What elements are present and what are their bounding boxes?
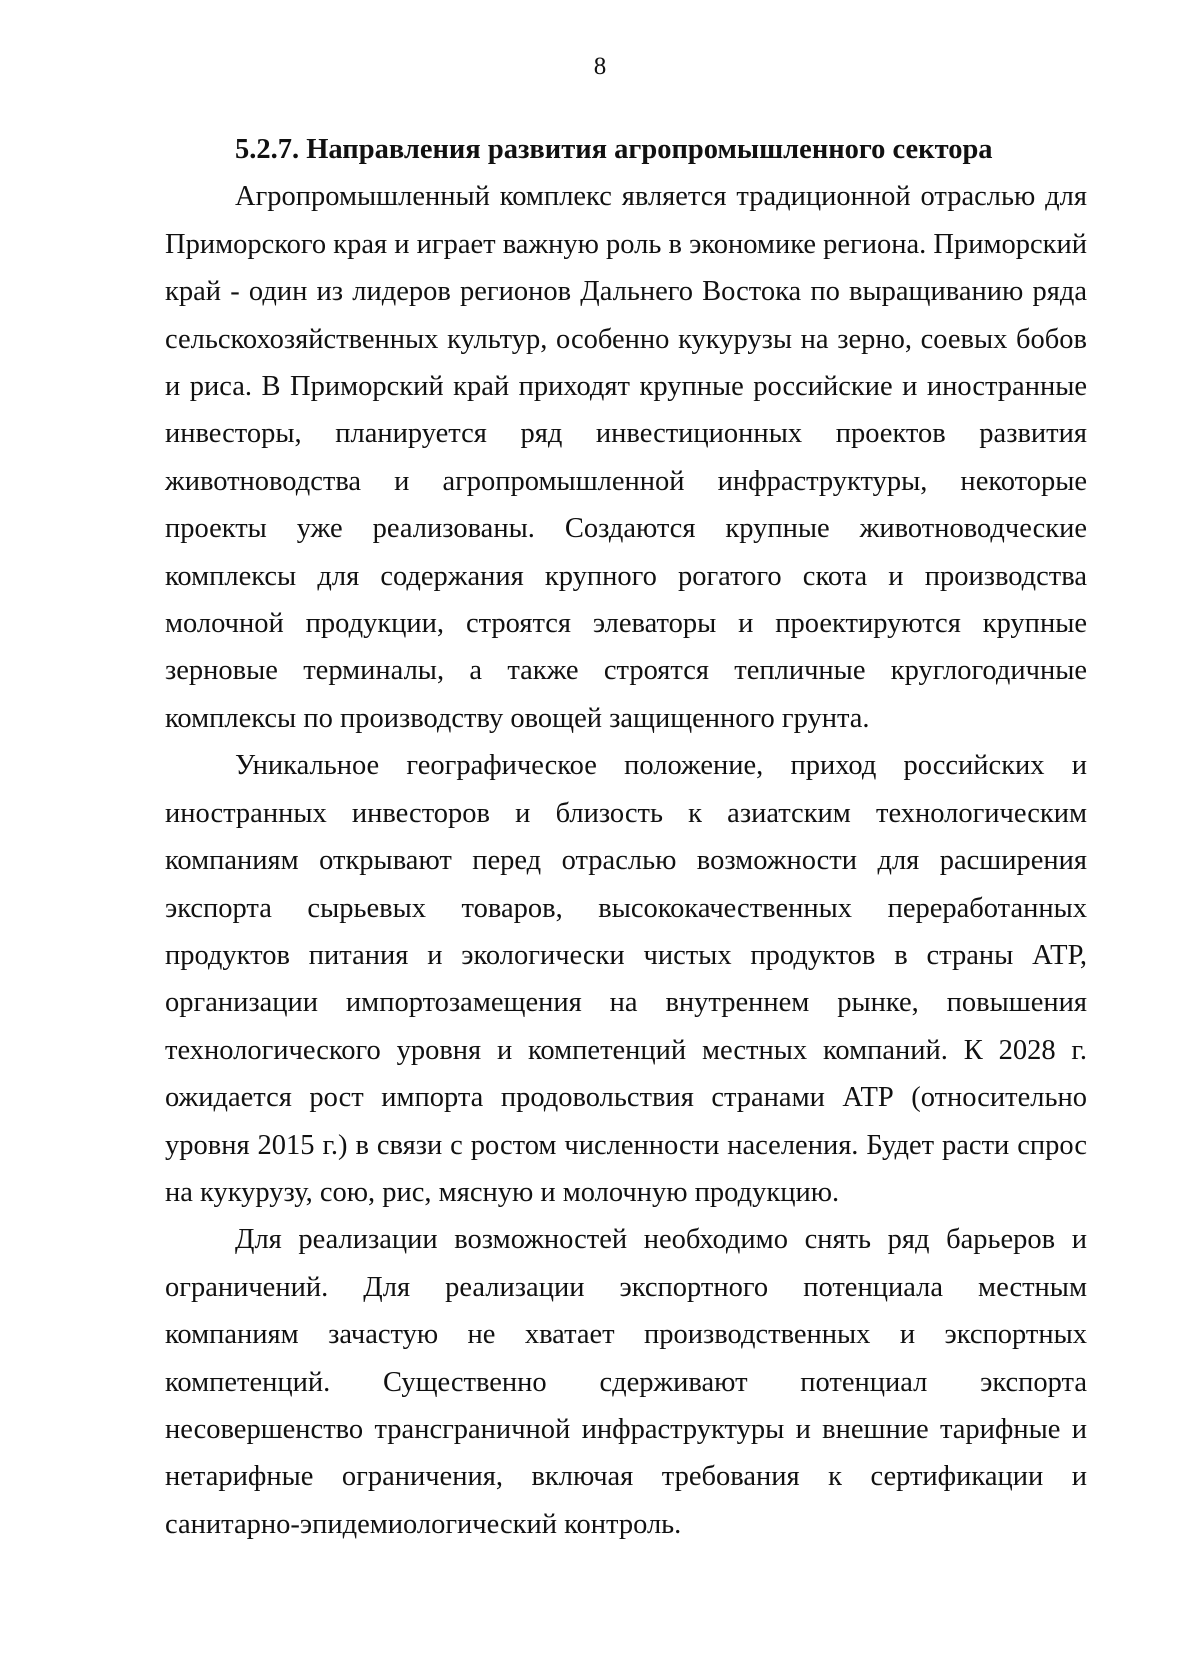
section-heading: 5.2.7. Направления развития агропромышленного сектора: [235, 134, 993, 165]
page-number: 8: [593, 53, 607, 80]
section-content: [165, 126, 1087, 1548]
paragraph-agro-complex: Агропромышленный комплекс является традиционной отраслью для Приморского края и играет важную роль в экономике региона. Приморский край - один из лидеров регионов Дальнего Востока по выращиванию ряда сельскохозяйственных культур, особенно кукурузы на зерно, соевых бобов и риса. В Приморский край приходят крупные российские и иностранные инвесторы, планируется ряд инвестиционных проектов развития животноводства и агропромышленной инфраструктуры, некоторые проекты уже реализованы. Создаются крупные животноводческие комплексы для содержания крупного рогатого скота и производства молочной продукции, строятся элеваторы и проектируются крупные зерновые терминалы, а также строятся тепличные круглогодичные комплексы по производству овощей защищенного грунта.: [165, 181, 1087, 734]
paragraph-opportunities: Уникальное географическое положение, приход российских и иностранных инвесторов и близость к азиатским технологическим компаниям открывают перед отраслью возможности для расширения экспорта сырьевых товаров, высококачественных переработанных продуктов питания и экологически чистых продуктов в страны АТР, организации импортозамещения на внутреннем рынке, повышения технологического уровня и компетенций местных компаний. К 2028 г. ожидается рост импорта продовольствия странами АТР (относительно уровня 2015 г.) в связи с ростом численности населения. Будет расти спрос на кукурузу, сою, рис, мясную и молочную продукцию.: [165, 750, 1087, 1208]
paragraph-barriers: Для реализации возможностей необходимо снять ряд барьеров и ограничений. Для реализации экспортного потенциала местным компаниям зачастую не хватает производственных и экспортных компетенций. Существенно сдерживают потенциал экспорта несовершенство трансграничной инфраструктуры и внешние тарифные и нетарифные ограничения, включая требования к сертификации и санитарно-эпидемиологический контроль.: [165, 1224, 1087, 1540]
